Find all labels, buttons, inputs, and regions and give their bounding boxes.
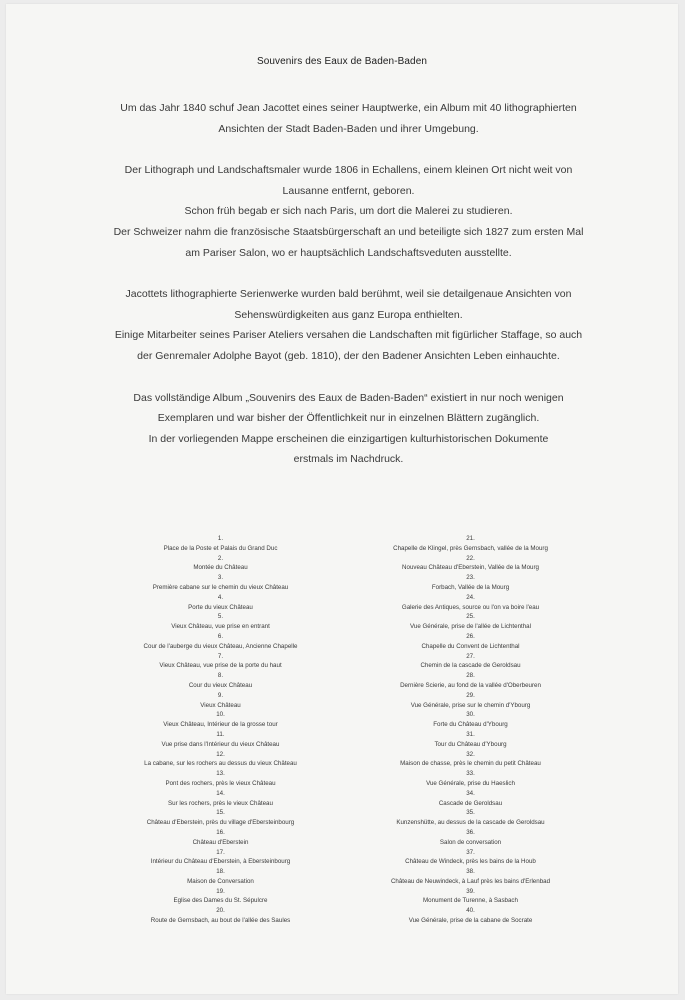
plate-title: Cascade de Geroldsau	[438, 799, 503, 807]
plate-list-item	[348, 769, 593, 789]
plate-title: Cour de l'auberge du vieux Château, Ancienne Chapelle	[143, 642, 298, 650]
plate-list-item	[348, 652, 593, 672]
plate-list-item	[98, 750, 343, 770]
plate-list-item	[98, 632, 343, 652]
plate-number: 28.	[466, 672, 475, 680]
plate-list-item	[348, 828, 593, 848]
plate-number: 9.	[217, 691, 224, 699]
plate-title: Vieux Château, vue prise de la porte du haut	[159, 662, 282, 670]
plate-number: 13.	[216, 770, 225, 778]
plate-list-item	[98, 867, 343, 887]
plate-number: 2.	[217, 554, 224, 562]
text-line: am Pariser Salon, wo er hauptsächlich Landschaftsveduten ausstellte.	[185, 246, 512, 259]
plate-list-item	[348, 789, 593, 809]
plate-title: Chapelle de Klingel, près Gernsbach, vallée de la Mourg	[393, 544, 548, 552]
plate-number: 35.	[466, 809, 475, 817]
plate-title: Première cabane sur le chemin du vieux Château	[152, 583, 289, 591]
plate-number: 24.	[466, 593, 475, 601]
plate-title: Château de Windeck, près les bains de la Houb	[405, 858, 536, 866]
plate-list-item	[98, 534, 343, 554]
plate-title: Maison de Conversation	[187, 877, 254, 885]
text-line: Einige Mitarbeiter seines Pariser Ateliers versahen die Landschaften mit figürlicher Staffage, so auch	[114, 329, 583, 342]
plate-title: Vue Générale, prise de la cabane de Socrate	[408, 917, 533, 925]
paragraph	[96, 160, 601, 263]
paragraph	[96, 388, 601, 470]
plate-number: 39.	[466, 887, 475, 895]
plate-number: 25.	[466, 613, 475, 621]
plate-number: 3.	[217, 574, 224, 582]
plate-title: Forte du Château d'Ybourg	[433, 721, 508, 729]
plate-list-item	[98, 691, 343, 711]
plate-list-item	[98, 612, 343, 632]
plate-number: 36.	[466, 828, 475, 836]
text-line: der Genremaler Adolphe Bayot (geb. 1810), der den Badener Ansichten Leben einhauchte.	[137, 349, 560, 362]
plate-list-item	[348, 887, 593, 907]
text-line: erstmals im Nachdruck.	[293, 453, 404, 466]
plate-title: Eglise des Dames du St. Sépulcre	[173, 897, 268, 905]
plate-number: 17.	[216, 848, 225, 856]
plate-number: 16.	[216, 828, 225, 836]
plate-number: 5.	[217, 613, 224, 621]
plate-title: Chapelle du Convent de Lichtenthal	[421, 642, 520, 650]
plate-list-item	[348, 750, 593, 770]
plate-list-item	[98, 789, 343, 809]
plate-list-item	[98, 906, 343, 926]
plate-title: Vieux Château, vue prise en entrant	[171, 623, 270, 631]
plate-title: Sur les rochers, près le vieux Château	[168, 799, 273, 807]
plate-list-item	[98, 848, 343, 868]
text-line: Der Lithograph und Landschaftsmaler wurde 1806 in Echallens, einem kleinen Ort nicht weit von	[124, 164, 573, 177]
plate-number: 21.	[466, 535, 475, 542]
text-line: Der Schweizer nahm die französische Staatsbürgerschaft an und beteiligte sich 1827 zum ersten Mal	[113, 225, 584, 238]
text-line: Um das Jahr 1840 schuf Jean Jacottet eines seiner Hauptwerke, ein Album mit 40 lithographierten	[120, 102, 577, 114]
plate-list-item	[348, 612, 593, 632]
text-line: Lausanne entfernt, geboren.	[282, 184, 415, 197]
plate-list-item	[348, 848, 593, 868]
plate-list-item	[348, 632, 593, 652]
paragraph	[96, 284, 601, 366]
plate-list-item	[348, 808, 593, 828]
plate-list-item	[348, 867, 593, 887]
plate-number: 30.	[466, 711, 475, 719]
plate-number: 26.	[466, 632, 475, 640]
plate-title: Place de la Poste et Palais du Grand Duc	[163, 544, 278, 552]
text-line: Sehenswürdigkeiten aus ganz Europa enthielten.	[234, 308, 463, 321]
plate-list-item	[98, 652, 343, 672]
text-line: In der vorliegenden Mappe erscheinen die einzigartigen kulturhistorischen Dokumente	[148, 432, 549, 445]
plate-list-item	[98, 554, 343, 574]
plate-title: Forbach, Vallée de la Mourg	[431, 583, 510, 591]
text-line: Ansichten der Stadt Baden-Baden und ihrer Umgebung.	[218, 122, 479, 135]
plate-title: Vue prise dans l'Intérieur du vieux Château	[161, 740, 280, 748]
plate-title: Vieux Château	[200, 701, 241, 709]
plate-title: Vue Générale, prise sur le chemin d'Ybourg	[410, 701, 531, 709]
plate-number: 15.	[216, 809, 225, 817]
plate-number: 7.	[217, 652, 224, 660]
plate-list-item	[348, 593, 593, 613]
plate-list-item	[348, 906, 593, 926]
plate-list-item	[98, 730, 343, 750]
plate-title: Château d'Eberstein, près du village d'Ebersteinbourg	[146, 819, 295, 827]
plate-title: Château d'Eberstein	[192, 838, 249, 846]
plate-number: 8.	[217, 672, 224, 680]
plate-number: 14.	[216, 789, 225, 797]
plate-list-item	[348, 710, 593, 730]
plate-number: 27.	[466, 652, 475, 660]
plate-list-item	[98, 573, 343, 593]
plate-title: La cabane, sur les rochers au dessus du vieux Château	[144, 760, 297, 768]
plate-title: Maison de chasse, près le chemin du petit Château	[400, 760, 541, 768]
plate-number: 38.	[466, 868, 475, 876]
plate-title: Salon de conversation	[439, 838, 502, 846]
intro-text	[96, 98, 601, 491]
plate-title: Château de Neuwindeck, à Lauf près les bains d'Erlenbad	[390, 877, 551, 885]
plate-list-item	[348, 534, 593, 554]
plate-title: Montée du Château	[193, 564, 248, 572]
plate-title: Vue Générale, prise du Haeslich	[426, 779, 515, 787]
plate-number: 4.	[217, 593, 224, 601]
plate-list-item	[98, 769, 343, 789]
document-sheet	[6, 4, 678, 994]
paragraph	[96, 98, 601, 139]
plate-number: 23.	[466, 574, 475, 582]
plate-title: Pont des rochers, près le vieux Château	[165, 779, 276, 787]
plate-list-item	[348, 691, 593, 711]
plate-list-left	[98, 534, 343, 926]
plate-number: 10.	[216, 711, 225, 719]
plate-number: 1.	[217, 535, 224, 542]
plate-number: 20.	[216, 907, 225, 915]
plate-list-item	[98, 593, 343, 613]
plate-title: Kunzenshütte, au dessus de la cascade de Geroldsau	[396, 819, 545, 827]
plate-number: 29.	[466, 691, 475, 699]
plate-number: 19.	[216, 887, 225, 895]
text-line: Exemplaren und war bisher der Öffentlichkeit nur in einzelnen Blättern zugänglich.	[157, 412, 540, 425]
plate-title: Cour du vieux Château	[188, 681, 253, 689]
plate-number: 40.	[466, 907, 475, 915]
plate-number: 6.	[217, 632, 224, 640]
plate-title: Monument de Turenne, à Sasbach	[423, 897, 518, 905]
plate-title: Porte du vieux Château	[188, 603, 253, 611]
plate-title: Intérieur du Château d'Eberstein, à Ebersteinbourg	[150, 858, 291, 866]
plate-list-item	[98, 828, 343, 848]
plate-title: Chemin de la cascade de Geroldsau	[420, 662, 521, 670]
plate-number: 34.	[466, 789, 475, 797]
plate-title: Tour du Château d'Ybourg	[434, 740, 507, 748]
text-line: Das vollständige Album „Souvenirs des Eaux de Baden-Baden“ existiert in nur noch wenigen	[133, 391, 564, 404]
plate-title: Dernière Scierie, au fond de la vallée d'Oberbeuren	[400, 681, 541, 689]
plate-title: Nouveau Château d'Eberstein, Vallée de la Mourg	[402, 564, 539, 572]
plate-list-right	[348, 534, 593, 926]
plate-title: Galerie des Antiques, source ou l'on va boire l'eau	[401, 603, 540, 611]
plate-number: 31.	[466, 730, 475, 738]
plate-list-item	[98, 671, 343, 691]
text-line: Jacottets lithographierte Serienwerke wurden bald berühmt, weil sie detailgenaue Ansichten von	[125, 288, 572, 301]
text-line: Schon früh begab er sich nach Paris, um dort die Malerei zu studieren.	[184, 205, 513, 218]
plate-number: 12.	[216, 750, 225, 758]
plate-list-item	[348, 730, 593, 750]
page-title: Souvenirs des Eaux de Baden-Baden	[256, 56, 428, 67]
plate-number: 18.	[216, 868, 225, 876]
plate-number: 33.	[466, 770, 475, 778]
plate-list-item	[98, 887, 343, 907]
plate-title: Route de Gernsbach, au bout de l'allée des Saules	[150, 917, 291, 925]
plate-list-item	[348, 554, 593, 574]
plate-list-item	[98, 710, 343, 730]
plate-number: 11.	[216, 730, 225, 738]
plate-list-item	[98, 808, 343, 828]
plate-number: 32.	[466, 750, 475, 758]
plate-title: Vue Générale, prise de l'allée de Lichtenthal	[409, 623, 531, 631]
plate-title: Vieux Château, Intérieur de la grosse tour	[163, 721, 278, 729]
plate-list-item	[348, 573, 593, 593]
plate-list-item	[348, 671, 593, 691]
plate-number: 22.	[466, 554, 475, 562]
plate-number: 37.	[466, 848, 475, 856]
